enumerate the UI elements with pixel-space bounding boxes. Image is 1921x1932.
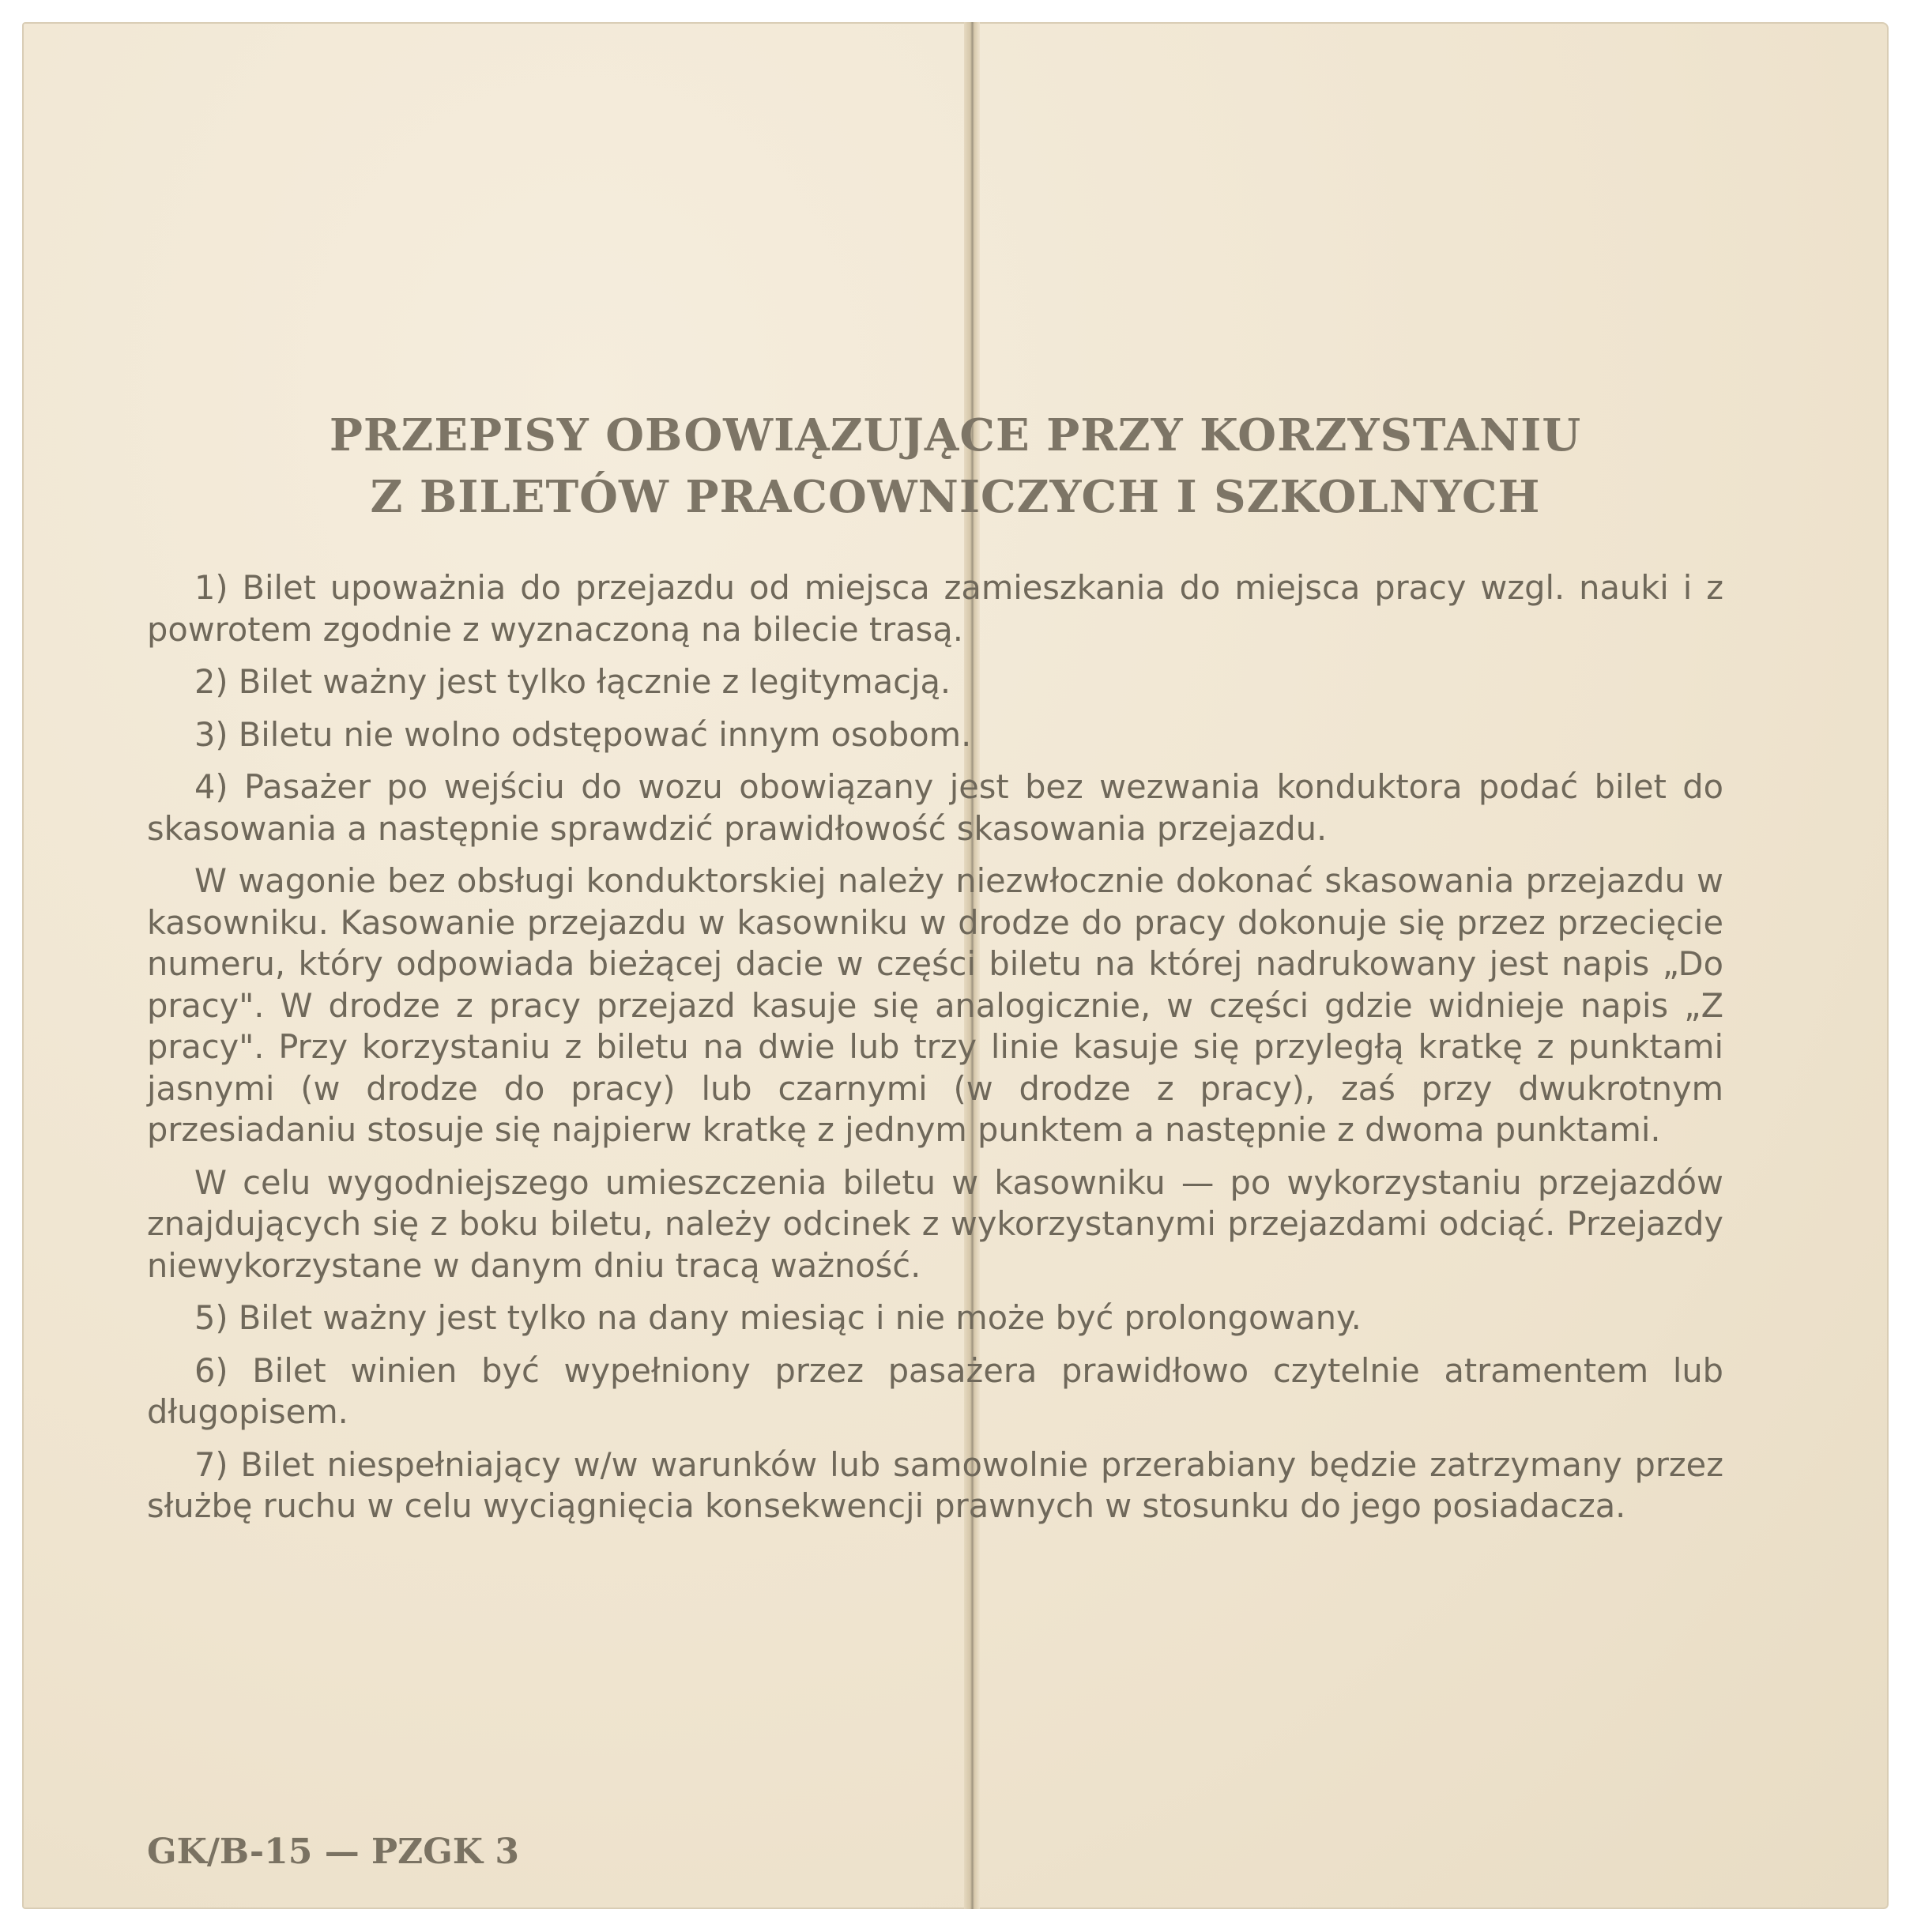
- rule-2: 2) Bilet ważny jest tylko łącznie z legitymacją.: [194, 662, 951, 701]
- rules-title-line-1: PRZEPISY OBOWIĄZUJĄCE PRZY KORZYSTANIU: [329, 409, 1582, 461]
- rule-4-cut-section: W celu wygodniejszego umieszczenia biletu w kasowniku — po wykorzystaniu przejazdów znajdujących się z boku biletu, należy odcinek z wykorzystanymi przejazdami odciąć. Przejazdy niewykorzystane w danym dniu tracą ważność.: [147, 1162, 1723, 1285]
- rule-3: 3) Biletu nie wolno odstępować innym osobom.: [194, 714, 972, 754]
- rule-1: 1) Bilet upoważnia do przejazdu od miejsca zamieszkania do miejsca pracy wzgl. nauki i z powrotem zgodnie z wyznaczoną na bilecie trasą.: [147, 568, 1723, 649]
- ticket-back-card: [22, 22, 1889, 1909]
- rules-title-line-2: Z BILETÓW PRACOWNICZYCH I SZKOLNYCH: [370, 471, 1541, 523]
- rule-4-unattended-wagon: W wagonie bez obsługi konduktorskiej należy niezwłocznie dokonać skasowania przejazdu w kasowniku. Kasowanie przejazdu w kasowniku w drodze do pracy dokonuje się przez przecięcie numeru, który odpowiada bieżącej dacie w części biletu na której nadrukowany jest napis „Do pracy". W drodze z pracy przejazd kasuje się analogicznie, w części gdzie widnieje napis „Z pracy". Przy korzystaniu z biletu na dwie lub trzy linie kasuje się przyległą kratkę z punktami jasnymi (w drodze do pracy) lub czarnymi (w drodze z pracy), zaś przy dwukrotnym przesiadaniu stosuje się najpierw kratkę z jednym punktem a następnie z dwoma punktami.: [147, 861, 1723, 1149]
- rules-body: [147, 567, 1723, 1538]
- rule-7: 7) Bilet niespełniający w/w warunków lub samowolnie przerabiany będzie zatrzymany przez służbę ruchu w celu wyciągnięcia konsekwencji prawnych w stosunku do jego posiadacza.: [147, 1444, 1723, 1525]
- rule-6: 6) Bilet winien być wypełniony przez pasażera prawidłowo czytelnie atramentem lub długopisem.: [147, 1350, 1723, 1431]
- form-code: GK/B-15 — PZGK 3: [147, 1832, 519, 1872]
- rule-5: 5) Bilet ważny jest tylko na dany miesiąc i nie może być prolongowany.: [194, 1298, 1362, 1337]
- rule-4: 4) Pasażer po wejściu do wozu obowiązany jest bez wezwania konduktora podać bilet do skasowania a następnie sprawdzić prawidłowość skasowania przejazdu.: [147, 767, 1723, 848]
